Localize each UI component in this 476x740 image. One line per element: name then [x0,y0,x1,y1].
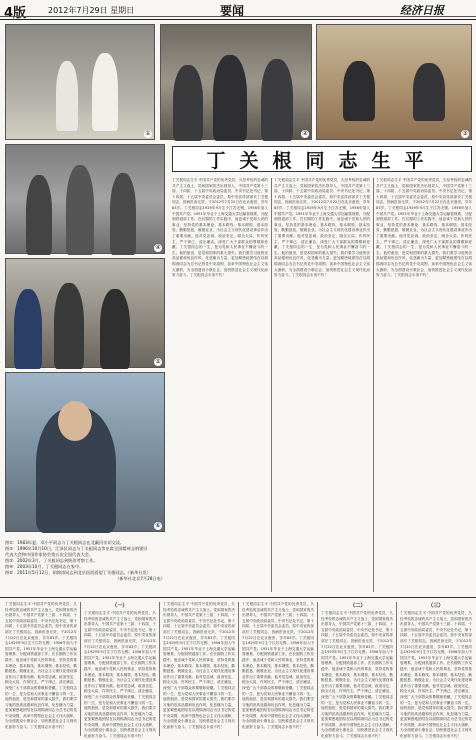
person-figure [413,63,445,121]
issue-date: 2012年7月29日 星期日 [48,6,135,15]
lower-column-2: 丁关根同志生平 中国共产党的优秀党员，久经考验的忠诚的共产主义战士，党和国家的杰出领导人，中国共产党第十三届、十四届、十五届中央政治局委员、中央书记处书记，第十四届、十五届中央委员会委员，原中央宣传部部长丁关根同志，因病医治无效，于2012年7月22日在北京逝世，享年83岁。丁关根同志1929年9月生于江苏无锡，1956年加入中国共产党。1951年毕业于上海交通大学运输管理系，分配到铁道部工作。在长期的工作实践中，他忠诚于党和人民的事业，坚持党的基本理论、基本路线、基本纲领、基本经验，勤勤恳恳，兢兢业业，为社会主义现代化建设事业作出了重要贡献。他对党忠诚，政治坚定，顾全大局，作风民主，严于律己，清正廉洁，深受广大干部群众的尊敬和爱戴。丁关根同志的一生，是为党和人民事业不懈奋斗的一生。他的逝世，是党和国家的重大损失。我们要学习他的崇高品德和优良作风，化悲痛为力量，更加紧密地团结在以胡锦涛同志为总书记的党中央周围，高举中国特色社会主义伟大旗帜，为全面建设小康社会、加快推进社会主义现代化而努力奋斗。丁关根同志永垂不朽！ [84,611,156,739]
column-rule [373,178,374,592]
column-rule [317,602,318,736]
subheading-3: （三） [428,603,444,609]
column-rule [396,602,397,736]
lower-column-1: 丁关根同志生平 中国共产党的优秀党员，久经考验的忠诚的共产主义战士，党和国家的杰出领导人，中国共产党第十三届、十四届、十五届中央政治局委员、中央书记处书记，第十四届、十五届中央委员会委员，原中央宣传部部长丁关根同志，因病医治无效，于2012年7月22日在北京逝世，享年83岁。丁关根同志1929年9月生于江苏无锡，1956年加入中国共产党。1951年毕业于上海交通大学运输管理系，分配到铁道部工作。在长期的工作实践中，他忠诚于党和人民的事业，坚持党的基本理论、基本路线、基本纲领、基本经验，勤勤恳恳，兢兢业业，为社会主义现代化建设事业作出了重要贡献。他对党忠诚，政治坚定，顾全大局，作风民主，严于律己，清正廉洁，深受广大干部群众的尊敬和爱戴。丁关根同志的一生，是为党和人民事业不懈奋斗的一生。他的逝世，是党和国家的重大损失。我们要学习他的崇高品德和优良作风，化悲痛为力量，更加紧密地团结在以胡锦涛同志为总书记的党中央周围，高举中国特色社会主义伟大旗帜，为全面建设小康社会、加快推进社会主义现代化而努力奋斗。丁关根同志永垂不朽！ [5,602,77,730]
photo-group-discussion [5,258,165,368]
lower-column-4: 丁关根同志生平 中国共产党的优秀党员，久经考验的忠诚的共产主义战士，党和国家的杰出领导人，中国共产党第十三届、十四届、十五届中央政治局委员、中央书记处书记，第十四届、十五届中央委员会委员，原中央宣传部部长丁关根同志，因病医治无效，于2012年7月22日在北京逝世，享年83岁。丁关根同志1929年9月生于江苏无锡，1956年加入中国共产党。1951年毕业于上海交通大学运输管理系，分配到铁道部工作。在长期的工作实践中，他忠诚于党和人民的事业，坚持党的基本理论、基本路线、基本纲领、基本经验，勤勤恳恳，兢兢业业，为社会主义现代化建设事业作出了重要贡献。他对党忠诚，政治坚定，顾全大局，作风民主，严于律己，清正廉洁，深受广大干部群众的尊敬和爱戴。丁关根同志的一生，是为党和人民事业不懈奋斗的一生。他的逝世，是党和国家的重大损失。我们要学习他的崇高品德和优良作风，化悲痛为力量，更加紧密地团结在以胡锦涛同志为总书记的党中央周围，高举中国特色社会主义伟大旗帜，为全面建设小康社会、加快推进社会主义现代化而努力奋斗。丁关根同志永垂不朽！ [242,602,314,730]
headline-box [172,146,472,172]
photo-deng-xiaoping-walk [5,24,155,140]
column-rule [271,178,272,592]
person-figure [110,173,136,255]
page-headline: 丁关根同志生平 [206,149,438,172]
person-figure [92,53,118,131]
person-figure [100,289,130,369]
column-rule [238,602,239,736]
photo-portrait-seated [5,372,165,532]
column-rule [159,602,160,736]
photo-number: ③ [462,130,468,137]
lower-column-3: 丁关根同志生平 中国共产党的优秀党员，久经考验的忠诚的共产主义战士，党和国家的杰出领导人，中国共产党第十三届、十四届、十五届中央政治局委员、中央书记处书记，第十四届、十五届中央委员会委员，原中央宣传部部长丁关根同志，因病医治无效，于2012年7月22日在北京逝世，享年83岁。丁关根同志1929年9月生于江苏无锡，1956年加入中国共产党。1951年毕业于上海交通大学运输管理系，分配到铁道部工作。在长期的工作实践中，他忠诚于党和人民的事业，坚持党的基本理论、基本路线、基本纲领、基本经验，勤勤恳恳，兢兢业业，为社会主义现代化建设事业作出了重要贡献。他对党忠诚，政治坚定，顾全大局，作风民主，严于律己，清正廉洁，深受广大干部群众的尊敬和爱戴。丁关根同志的一生，是为党和人民事业不懈奋斗的一生。他的逝世，是党和国家的重大损失。我们要学习他的崇高品德和优良作风，化悲痛为力量，更加紧密地团结在以胡锦涛同志为总书记的党中央周围，高举中国特色社会主义伟大旗帜，为全面建设小康社会、加快推进社会主义现代化而努力奋斗。丁关根同志永垂不朽！ [163,602,235,730]
newspaper-logo: 经济日报 [400,4,444,17]
person-figure [26,175,52,255]
person-face [58,401,92,441]
photo-seated-conversation [316,24,472,140]
person-figure [261,59,293,141]
column-rule [80,602,81,736]
subheading-1: （一） [112,603,128,609]
body-column-2: 丁关根同志生平 中国共产党的优秀党员，久经考验的忠诚的共产主义战士，党和国家的杰出领导人，中国共产党第十三届、十四届、十五届中央政治局委员、中央书记处书记，第十四届、十五届中央委员会委员，原中央宣传部部长丁关根同志，因病医治无效，于2012年7月22日在北京逝世，享年83岁。丁关根同志1929年9月生于江苏无锡，1956年加入中国共产党。1951年毕业于上海交通大学运输管理系，分配到铁道部工作。在长期的工作实践中，他忠诚于党和人民的事业，坚持党的基本理论、基本路线、基本纲领、基本经验，勤勤恳恳，兢兢业业，为社会主义现代化建设事业作出了重要贡献。他对党忠诚，政治坚定，顾全大局，作风民主，严于律己，清正廉洁，深受广大干部群众的尊敬和爱戴。丁关根同志的一生，是为党和人民事业不懈奋斗的一生。他的逝世，是党和国家的重大损失。我们要学习他的崇高品德和优良作风，化悲痛为力量，更加紧密地团结在以胡锦涛同志为总书记的党中央周围，高举中国特色社会主义伟大旗帜，为全面建设小康社会、加快推进社会主义现代化而努力奋斗。丁关根同志永垂不朽！ [274,178,370,278]
lower-column-6: 丁关根同志生平 中国共产党的优秀党员，久经考验的忠诚的共产主义战士，党和国家的杰出领导人，中国共产党第十三届、十四届、十五届中央政治局委员、中央书记处书记，第十四届、十五届中央委员会委员，原中央宣传部部长丁关根同志，因病医治无效，于2012年7月22日在北京逝世，享年83岁。丁关根同志1929年9月生于江苏无锡，1956年加入中国共产党。1951年毕业于上海交通大学运输管理系，分配到铁道部工作。在长期的工作实践中，他忠诚于党和人民的事业，坚持党的基本理论、基本路线、基本纲领、基本经验，勤勤恳恳，兢兢业业，为社会主义现代化建设事业作出了重要贡献。他对党忠诚，政治坚定，顾全大局，作风民主，严于律己，清正廉洁，深受广大干部群众的尊敬和爱戴。丁关根同志的一生，是为党和人民事业不懈奋斗的一生。他的逝世，是党和国家的重大损失。我们要学习他的崇高品德和优良作风，化悲痛为力量，更加紧密地团结在以胡锦涛同志为总书记的党中央周围，高举中国特色社会主义伟大旗帜，为全面建设小康社会、加快推进社会主义现代化而努力奋斗。丁关根同志永垂不朽！ [400,611,472,739]
person-figure [66,165,94,255]
photo-number: ⑤ [155,358,161,365]
section-title: 要闻 [220,4,245,18]
caption-line: 图②：1996年10月10日，江泽民同志与丁关根同志等出席全国精神文明建设 [5,546,148,551]
caption-line: 图③：2002年3月，丁关根同志到陕西考察工作。 [5,558,98,563]
person-figure [14,289,42,369]
photo-number: ④ [155,244,161,251]
masthead [0,0,476,20]
caption-line: 代表大会和中国作家协会第五次全国代表大会。 [5,552,93,557]
photo-number: ① [145,130,151,137]
body-column-1: 丁关根同志生平 中国共产党的优秀党员，久经考验的忠诚的共产主义战士，党和国家的杰出领导人，中国共产党第十三届、十四届、十五届中央政治局委员、中央书记处书记，第十四届、十五届中央委员会委员，原中央宣传部部长丁关根同志，因病医治无效，于2012年7月22日在北京逝世，享年83岁。丁关根同志1929年9月生于江苏无锡，1956年加入中国共产党。1951年毕业于上海交通大学运输管理系，分配到铁道部工作。在长期的工作实践中，他忠诚于党和人民的事业，坚持党的基本理论、基本路线、基本纲领、基本经验，勤勤恳恳，兢兢业业，为社会主义现代化建设事业作出了重要贡献。他对党忠诚，政治坚定，顾全大局，作风民主，严于律己，清正廉洁，深受广大干部群众的尊敬和爱戴。丁关根同志的一生，是为党和人民事业不懈奋斗的一生。他的逝世，是党和国家的重大损失。我们要学习他的崇高品德和优良作风，化悲痛为力量，更加紧密地团结在以胡锦涛同志为总书记的党中央周围，高举中国特色社会主义伟大旗帜，为全面建设小康社会、加快推进社会主义现代化而努力奋斗。丁关根同志永垂不朽！ [172,178,268,278]
photo-number: ② [302,130,308,137]
section-divider [0,597,476,598]
photo-crowd-visit [5,144,165,254]
masthead-rule [0,16,476,17]
person-figure [173,65,203,141]
edition-number: 4版 [4,6,27,21]
photo-captions [5,540,165,582]
subheading-2: （二） [350,603,366,609]
person-figure [343,61,375,121]
person-figure [56,61,78,131]
caption-credit: （新华社北京7月28日电） [115,576,165,581]
photo-number: ⑥ [155,522,161,529]
lower-column-5: 丁关根同志生平 中国共产党的优秀党员，久经考验的忠诚的共产主义战士，党和国家的杰出领导人，中国共产党第十三届、十四届、十五届中央政治局委员、中央书记处书记，第十四届、十五届中央委员会委员，原中央宣传部部长丁关根同志，因病医治无效，于2012年7月22日在北京逝世，享年83岁。丁关根同志1929年9月生于江苏无锡，1956年加入中国共产党。1951年毕业于上海交通大学运输管理系，分配到铁道部工作。在长期的工作实践中，他忠诚于党和人民的事业，坚持党的基本理论、基本路线、基本纲领、基本经验，勤勤恳恳，兢兢业业，为社会主义现代化建设事业作出了重要贡献。他对党忠诚，政治坚定，顾全大局，作风民主，严于律己，清正廉洁，深受广大干部群众的尊敬和爱戴。丁关根同志的一生，是为党和人民事业不懈奋斗的一生。他的逝世，是党和国家的重大损失。我们要学习他的崇高品德和优良作风，化悲痛为力量，更加紧密地团结在以胡锦涛同志为总书记的党中央周围，高举中国特色社会主义伟大旗帜，为全面建设小康社会、加快推进社会主义现代化而努力奋斗。丁关根同志永垂不朽！ [321,611,393,739]
person-figure [54,283,84,369]
body-column-3: 丁关根同志生平 中国共产党的优秀党员，久经考验的忠诚的共产主义战士，党和国家的杰出领导人，中国共产党第十三届、十四届、十五届中央政治局委员、中央书记处书记，第十四届、十五届中央委员会委员，原中央宣传部部长丁关根同志，因病医治无效，于2012年7月22日在北京逝世，享年83岁。丁关根同志1929年9月生于江苏无锡，1956年加入中国共产党。1951年毕业于上海交通大学运输管理系，分配到铁道部工作。在长期的工作实践中，他忠诚于党和人民的事业，坚持党的基本理论、基本路线、基本纲领、基本经验，勤勤恳恳，兢兢业业，为社会主义现代化建设事业作出了重要贡献。他对党忠诚，政治坚定，顾全大局，作风民主，严于律己，清正廉洁，深受广大干部群众的尊敬和爱戴。丁关根同志的一生，是为党和人民事业不懈奋斗的一生。他的逝世，是党和国家的重大损失。我们要学习他的崇高品德和优良作风，化悲痛为力量，更加紧密地团结在以胡锦涛同志为总书记的党中央周围，高举中国特色社会主义伟大旗帜，为全面建设小康社会、加快推进社会主义现代化而努力奋斗。丁关根同志永垂不朽！ [376,178,472,278]
photo-leaders-meeting [160,24,312,140]
person-figure [213,55,247,141]
caption-line: 图④：2003年10月，丁关根同志在家中。 [5,564,84,569]
caption-line: 图①：1983年夏，邓小平同志与丁关根同志在北戴河亲切交谈。 [5,540,125,545]
caption-line: 图⑤：2011年5月12日，胡锦涛同志到北京医院看望丁关根同志。（新华社发） [5,570,151,575]
